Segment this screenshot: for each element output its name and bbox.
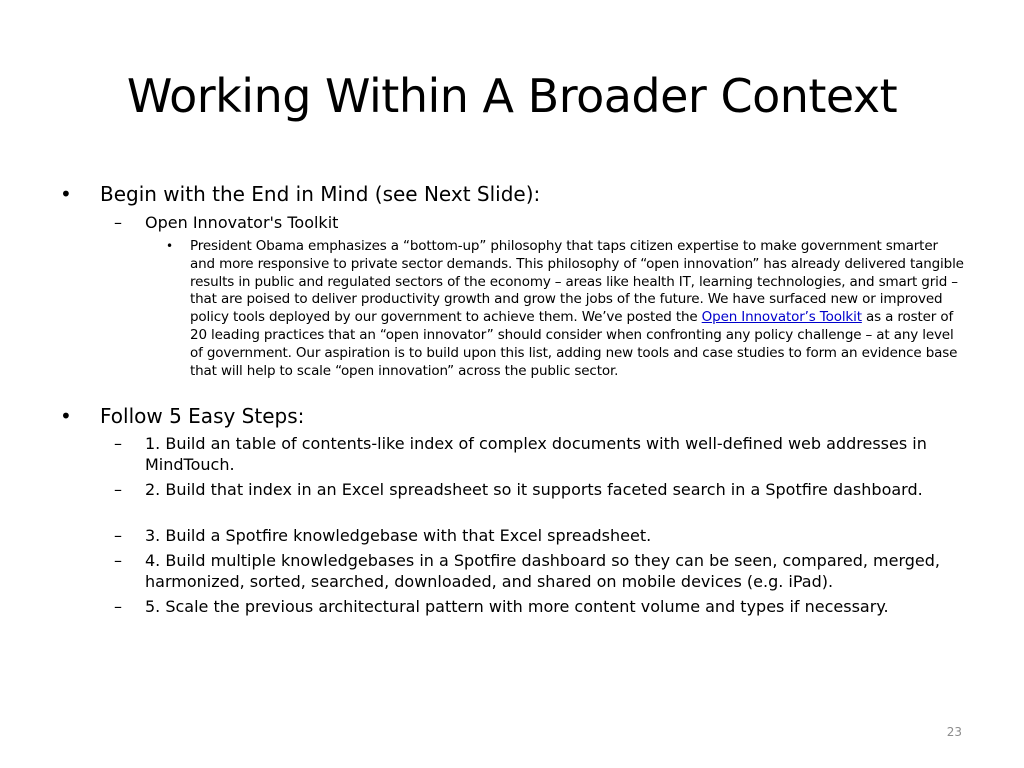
paragraph-text-after-link: as a roster of 20 leading practices that an “open innovator” should consider when confronting any policy challenge – at any level of government. Our aspiration is to build upon this list, adding new tools and case studies to form an evidence base that will help to scale “open innovation” across the public sector. xyxy=(190,309,958,379)
open-innovators-toolkit-link[interactable]: Open Innovator’s Toolkit xyxy=(701,309,862,326)
step-text: 3. Build a Spotfire knowledgebase with that Excel spreadsheet. xyxy=(145,526,652,545)
bullet-dot-icon: • xyxy=(166,239,174,253)
bullet-dot-icon: • xyxy=(60,182,72,206)
paragraph-text-before-link: President Obama emphasizes a “bottom-up” philosophy that taps citizen expertise to make government smarter and more responsive to private sector demands. This philosophy of “open innovation” has already delivered tangible results in public and regulated sectors of the economy – areas like health IT, learning technologies, and smart grid – that are poised to deliver productivity growth and grow the jobs of the future. We have surfaced new or improved policy tools deployed by our government to achieve them. We’ve posted the xyxy=(190,238,964,326)
dash-bullet-icon: – xyxy=(114,213,122,232)
dash-bullet-icon: – xyxy=(114,597,122,616)
dash-bullet-icon: – xyxy=(114,480,122,499)
bullet-text: Follow 5 Easy Steps: xyxy=(100,404,305,428)
page-number: 23 xyxy=(946,725,962,739)
dash-bullet-icon: – xyxy=(114,526,122,545)
dash-bullet-icon: – xyxy=(114,551,122,570)
step-text: 4. Build multiple knowledgebases in a Spotfire dashboard so they can be seen, compared, merged, harmonized, sorted, searched, downloaded, and shared on mobile devices (e.g. iPad). xyxy=(145,551,940,591)
step-text: 5. Scale the previous architectural pattern with more content volume and types if necessary. xyxy=(145,597,889,616)
sub-bullet-text: Open Innovator's Toolkit xyxy=(145,213,339,232)
slide-title: Working Within A Broader Context xyxy=(126,69,898,123)
dash-bullet-icon: – xyxy=(114,434,122,453)
bullet-dot-icon: • xyxy=(60,404,72,428)
step-text: 2. Build that index in an Excel spreadsheet so it supports faceted search in a Spotfire dashboard. xyxy=(145,480,923,499)
paragraph-text xyxy=(190,238,966,380)
step-text: 1. Build an table of contents-like index of complex documents with well-defined web addresses in MindTouch. xyxy=(145,434,927,474)
bullet-text: Begin with the End in Mind (see Next Slide): xyxy=(100,182,541,206)
